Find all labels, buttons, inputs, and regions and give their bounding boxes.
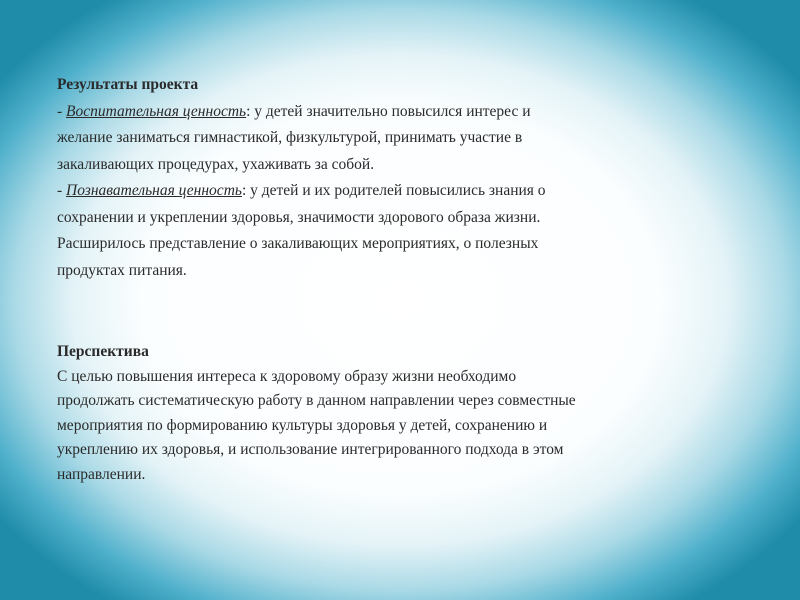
text-line: закаливающих процедурах, ухаживать за собой. bbox=[57, 155, 375, 173]
text-line: С целью повышения интереса к здоровому образу жизни необходимо bbox=[57, 367, 517, 385]
text-line: желание заниматься гимнастикой, физкультурой, принимать участие в bbox=[57, 129, 523, 146]
item-text: : у детей значительно повысился интерес и bbox=[246, 102, 531, 120]
text-line: продуктах питания. bbox=[57, 261, 187, 279]
results-item-cognitive bbox=[57, 178, 747, 205]
text-line: укреплению их здоровья, и использование интегрированного подхода в этом bbox=[57, 441, 564, 458]
results-item-upbringing bbox=[57, 99, 747, 126]
text-line: мероприятия по формированию культуры здоровья у детей, сохранению и bbox=[57, 416, 548, 434]
results-heading: Результаты проекта bbox=[57, 76, 199, 93]
slide-content bbox=[57, 72, 747, 483]
text-line: продолжать систематическую работу в данном направлении через совместные bbox=[57, 392, 576, 409]
text-line: направлении. bbox=[57, 465, 146, 483]
item-text: : у детей и их родителей повысились знания о bbox=[241, 182, 546, 199]
perspective-heading: Перспектива bbox=[57, 343, 149, 360]
results-section bbox=[57, 72, 747, 284]
text-line: сохранении и укреплении здоровья, значимости здорового образа жизни. bbox=[57, 208, 541, 226]
text-line: Расширилось представление о закаливающих мероприятиях, о полезных bbox=[57, 235, 539, 252]
item-dash: - bbox=[57, 182, 67, 199]
item-dash: - bbox=[57, 102, 67, 120]
term-cognitive-value: Познавательная ценность bbox=[66, 182, 242, 199]
term-upbringing-value: Воспитательная ценность bbox=[66, 102, 247, 120]
perspective-section bbox=[57, 340, 747, 487]
